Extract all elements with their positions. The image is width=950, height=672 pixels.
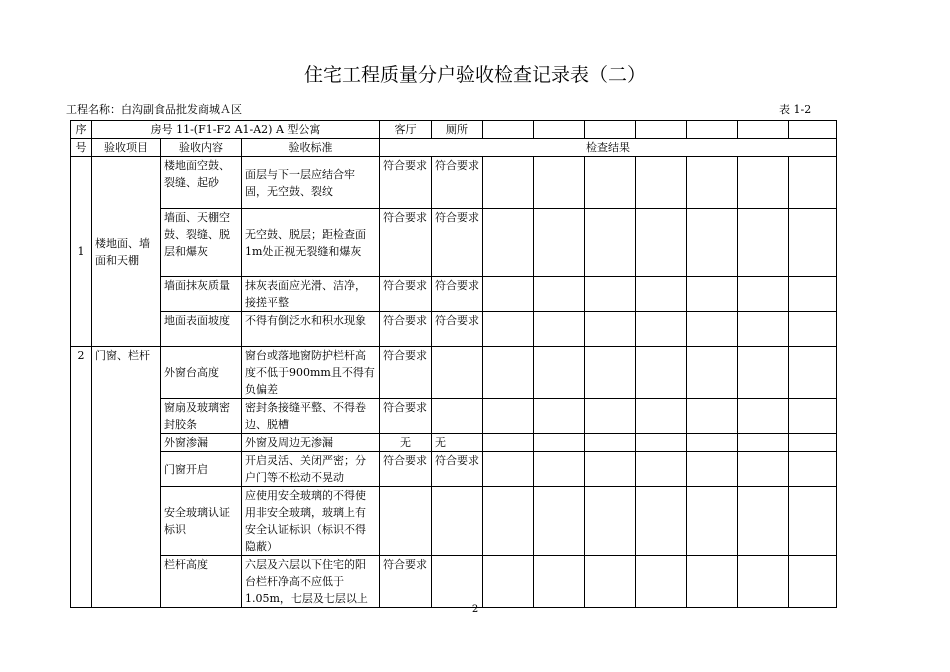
- content-cell: 地面表面坡度: [161, 312, 242, 347]
- page-number: 2: [471, 604, 479, 615]
- result-blank-cell: [534, 347, 585, 399]
- result-blank-cell: [636, 277, 687, 312]
- blank-header-cell: [738, 121, 789, 139]
- result-toilet: 符合要求: [432, 209, 483, 277]
- toilet-header: 厕所: [432, 121, 483, 139]
- result-living-room: 符合要求: [380, 277, 432, 312]
- result-blank-cell: [534, 312, 585, 347]
- result-blank-cell: [687, 399, 738, 434]
- result-blank-cell: [789, 347, 837, 399]
- seq-header-bottom: 号: [71, 139, 92, 157]
- header-row-bottom: [71, 139, 837, 157]
- result-toilet: [432, 399, 483, 434]
- blank-header-cell: [687, 121, 738, 139]
- result-toilet: 符合要求: [432, 312, 483, 347]
- result-blank-cell: [738, 347, 789, 399]
- result-blank-cell: [483, 434, 534, 452]
- result-blank-cell: [687, 209, 738, 277]
- result-blank-cell: [585, 399, 636, 434]
- room-number-header: 房号 11-(F1-F2 A1-A2) A 型公寓: [92, 121, 380, 139]
- group-item: 楼地面、墙面和天棚: [92, 157, 161, 347]
- result-blank-cell: [534, 487, 585, 556]
- standard-cell: 开启灵活、关闭严密；分户门等不松动不晃动: [242, 452, 380, 487]
- result-blank-cell: [483, 157, 534, 209]
- result-blank-cell: [636, 434, 687, 452]
- blank-header-cell: [483, 121, 534, 139]
- content-cell: 栏杆高度: [161, 556, 242, 608]
- result-blank-cell: [789, 209, 837, 277]
- result-blank-cell: [636, 157, 687, 209]
- seq-header-top: 序: [71, 121, 92, 139]
- result-blank-cell: [636, 556, 687, 608]
- result-blank-cell: [687, 157, 738, 209]
- result-blank-cell: [789, 157, 837, 209]
- result-blank-cell: [534, 452, 585, 487]
- content-cell: 门窗开启: [161, 452, 242, 487]
- table-row: [71, 434, 837, 452]
- standard-cell: 不得有倒泛水和积水现象: [242, 312, 380, 347]
- result-blank-cell: [789, 312, 837, 347]
- result-blank-cell: [738, 434, 789, 452]
- group-number: 1: [71, 157, 92, 347]
- result-blank-cell: [789, 556, 837, 608]
- result-blank-cell: [585, 209, 636, 277]
- result-blank-cell: [483, 452, 534, 487]
- standard-cell: 面层与下一层应结合牢固，无空鼓、裂纹: [242, 157, 380, 209]
- result-blank-cell: [789, 434, 837, 452]
- result-blank-cell: [585, 487, 636, 556]
- group-item: 门窗、栏杆: [92, 347, 161, 608]
- result-blank-cell: [738, 157, 789, 209]
- result-living-room: 符合要求: [380, 399, 432, 434]
- result-blank-cell: [636, 312, 687, 347]
- result-blank-cell: [789, 487, 837, 556]
- result-blank-cell: [789, 452, 837, 487]
- result-blank-cell: [636, 452, 687, 487]
- result-blank-cell: [789, 399, 837, 434]
- result-blank-cell: [738, 399, 789, 434]
- table-row: [71, 347, 837, 399]
- table-row: [71, 209, 837, 277]
- result-toilet: [432, 556, 483, 608]
- result-living-room: 符合要求: [380, 312, 432, 347]
- result-blank-cell: [738, 209, 789, 277]
- table-row: [71, 277, 837, 312]
- content-cell: 外窗台高度: [161, 347, 242, 399]
- standard-cell: 无空鼓、脱层；距检查面1m处正视无裂缝和爆灰: [242, 209, 380, 277]
- result-blank-cell: [789, 277, 837, 312]
- page-title: 住宅工程质量分户验收检查记录表（二）: [303, 64, 646, 86]
- result-blank-cell: [585, 347, 636, 399]
- result-toilet: 符合要求: [432, 157, 483, 209]
- living-room-header: 客厅: [380, 121, 432, 139]
- result-living-room: 符合要求: [380, 347, 432, 399]
- result-living-room: 符合要求: [380, 157, 432, 209]
- result-blank-cell: [738, 452, 789, 487]
- blank-header-cell: [636, 121, 687, 139]
- content-cell: 楼地面空鼓、裂缝、起砂: [161, 157, 242, 209]
- content-cell: 窗扇及玻璃密封胶条: [161, 399, 242, 434]
- result-blank-cell: [585, 556, 636, 608]
- table-row: [71, 487, 837, 556]
- result-blank-cell: [534, 277, 585, 312]
- result-blank-cell: [483, 487, 534, 556]
- content-cell: 安全玻璃认证标识: [161, 487, 242, 556]
- content-cell: 墙面抹灰质量: [161, 277, 242, 312]
- table-row: [71, 452, 837, 487]
- result-blank-cell: [687, 277, 738, 312]
- result-blank-cell: [534, 434, 585, 452]
- inspection-table: [70, 120, 837, 608]
- result-blank-cell: [585, 157, 636, 209]
- result-living-room: 符合要求: [380, 209, 432, 277]
- group-number: 2: [71, 347, 92, 608]
- result-blank-cell: [738, 312, 789, 347]
- table-code: 表 1-2: [779, 103, 812, 116]
- standard-cell: 抹灰表面应光滑、洁净，接搓平整: [242, 277, 380, 312]
- result-blank-cell: [483, 277, 534, 312]
- result-blank-cell: [738, 277, 789, 312]
- result-blank-cell: [687, 347, 738, 399]
- result-blank-cell: [687, 556, 738, 608]
- standard-cell: 六层及六层以下住宅的阳台栏杆净高不应低于1.05m，七层及七层以上: [242, 556, 380, 608]
- standard-cell: 应使用安全玻璃的不得使用非安全玻璃，玻璃上有安全认证标识（标识不得隐蔽）: [242, 487, 380, 556]
- result-living-room: [380, 487, 432, 556]
- result-blank-cell: [483, 347, 534, 399]
- result-living-room: 无: [380, 434, 432, 452]
- project-name: 工程名称：白沟副食品批发商城Ａ区: [66, 103, 242, 116]
- result-blank-cell: [585, 277, 636, 312]
- item-header: 验收项目: [92, 139, 161, 157]
- standard-cell: 密封条接缝平整、不得卷边、脱槽: [242, 399, 380, 434]
- result-blank-cell: [483, 209, 534, 277]
- standard-cell: 窗台或落地窗防护栏杆高度不低于900mm且不得有负偏差: [242, 347, 380, 399]
- result-blank-cell: [534, 157, 585, 209]
- result-blank-cell: [534, 556, 585, 608]
- result-blank-cell: [636, 209, 687, 277]
- result-blank-cell: [585, 434, 636, 452]
- table-row: [71, 312, 837, 347]
- result-blank-cell: [534, 209, 585, 277]
- result-blank-cell: [687, 312, 738, 347]
- result-blank-cell: [687, 434, 738, 452]
- standard-cell: 外窗及周边无渗漏: [242, 434, 380, 452]
- result-blank-cell: [687, 452, 738, 487]
- result-blank-cell: [483, 312, 534, 347]
- blank-header-cell: [789, 121, 837, 139]
- result-toilet: [432, 487, 483, 556]
- result-blank-cell: [636, 347, 687, 399]
- result-toilet: 符合要求: [432, 277, 483, 312]
- table-row: [71, 399, 837, 434]
- result-blank-cell: [585, 312, 636, 347]
- result-blank-cell: [687, 487, 738, 556]
- content-cell: 墙面、天棚空鼓、裂缝、脱层和爆灰: [161, 209, 242, 277]
- result-blank-cell: [534, 399, 585, 434]
- result-blank-cell: [738, 556, 789, 608]
- result-header: 检查结果: [380, 139, 837, 157]
- result-toilet: 符合要求: [432, 452, 483, 487]
- result-living-room: 符合要求: [380, 556, 432, 608]
- blank-header-cell: [585, 121, 636, 139]
- result-blank-cell: [483, 556, 534, 608]
- result-blank-cell: [585, 452, 636, 487]
- blank-header-cell: [534, 121, 585, 139]
- result-toilet: 无: [432, 434, 483, 452]
- header-row-top: [71, 121, 837, 139]
- content-cell: 外窗渗漏: [161, 434, 242, 452]
- result-toilet: [432, 347, 483, 399]
- standard-header: 验收标准: [242, 139, 380, 157]
- result-blank-cell: [483, 399, 534, 434]
- result-living-room: 符合要求: [380, 452, 432, 487]
- table-row: [71, 157, 837, 209]
- table-row: [71, 556, 837, 608]
- result-blank-cell: [636, 399, 687, 434]
- result-blank-cell: [636, 487, 687, 556]
- content-header: 验收内容: [161, 139, 242, 157]
- result-blank-cell: [738, 487, 789, 556]
